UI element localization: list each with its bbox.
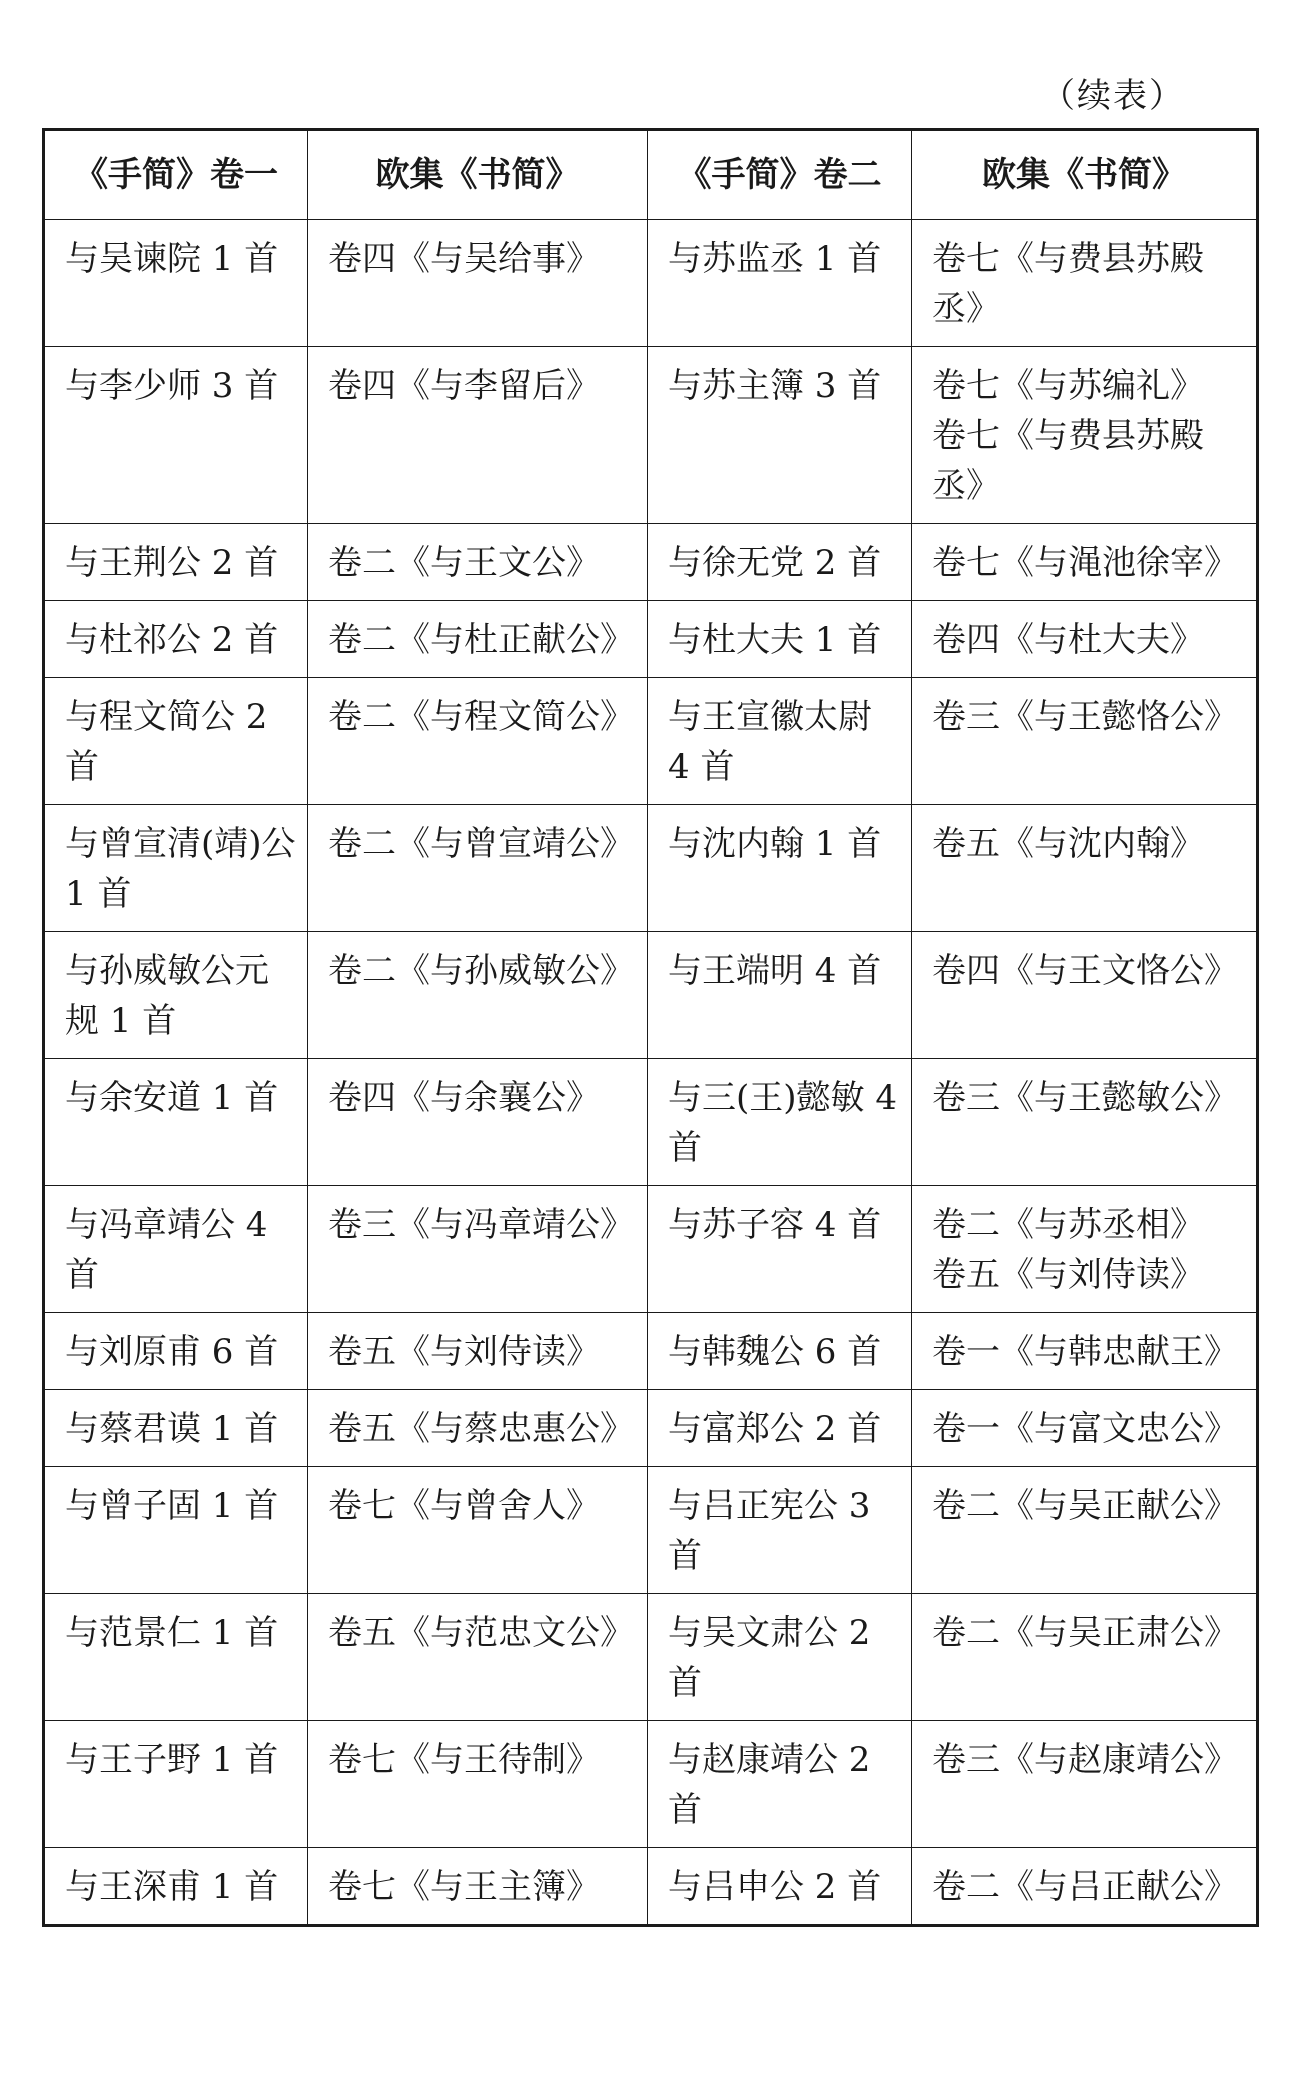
table-row bbox=[44, 601, 1258, 678]
cell-line: 卷三《与赵康靖公》 bbox=[932, 1740, 1238, 1780]
header-shoujian-vol1: 《手简》卷一 bbox=[44, 130, 308, 220]
cell-shoujian-vol1: 与孙威敏公元规 1 首 bbox=[44, 932, 308, 1059]
cell-shoujian-vol1: 与刘原甫 6 首 bbox=[44, 1313, 308, 1390]
cell-line: 卷一《与富文忠公》 bbox=[932, 1409, 1238, 1449]
cell-ouji-shujian-1: 卷七《与王主簿》 bbox=[308, 1848, 648, 1926]
cell-shoujian-vol1: 与蔡君谟 1 首 bbox=[44, 1390, 308, 1467]
cell-ouji-shujian-2 bbox=[912, 932, 1258, 1059]
table-row bbox=[44, 1313, 1258, 1390]
cell-line: 卷五《与刘侍读》 bbox=[932, 1255, 1204, 1295]
cell-line: 卷二《与吴正献公》 bbox=[932, 1486, 1238, 1526]
cell-shoujian-vol2: 与吴文肃公 2 首 bbox=[648, 1594, 912, 1721]
table-row bbox=[44, 1721, 1258, 1848]
cell-shoujian-vol1: 与王子野 1 首 bbox=[44, 1721, 308, 1848]
cell-line: 卷一《与韩忠献王》 bbox=[932, 1332, 1238, 1372]
header-ouji-shujian-1: 欧集《书简》 bbox=[308, 130, 648, 220]
cell-ouji-shujian-2 bbox=[912, 678, 1258, 805]
cell-line: 卷五《与沈内翰》 bbox=[932, 824, 1204, 864]
cell-shoujian-vol2: 与王端明 4 首 bbox=[648, 932, 912, 1059]
cell-line: 卷七《与苏编礼》 bbox=[932, 366, 1204, 406]
cell-ouji-shujian-2 bbox=[912, 347, 1258, 524]
cell-ouji-shujian-1: 卷二《与程文简公》 bbox=[308, 678, 648, 805]
cell-shoujian-vol2: 与赵康靖公 2 首 bbox=[648, 1721, 912, 1848]
cell-ouji-shujian-1: 卷二《与王文公》 bbox=[308, 524, 648, 601]
cell-shoujian-vol2: 与苏主簿 3 首 bbox=[648, 347, 912, 524]
header-ouji-shujian-2: 欧集《书简》 bbox=[912, 130, 1258, 220]
cell-shoujian-vol1: 与余安道 1 首 bbox=[44, 1059, 308, 1186]
cell-ouji-shujian-2 bbox=[912, 805, 1258, 932]
cell-ouji-shujian-1: 卷五《与蔡忠惠公》 bbox=[308, 1390, 648, 1467]
cell-ouji-shujian-1: 卷七《与曾舍人》 bbox=[308, 1467, 648, 1594]
cell-line: 卷七《与费县苏殿丞》 bbox=[932, 239, 1204, 329]
cell-shoujian-vol2: 与富郑公 2 首 bbox=[648, 1390, 912, 1467]
cell-ouji-shujian-1: 卷四《与李留后》 bbox=[308, 347, 648, 524]
cell-shoujian-vol2: 与吕申公 2 首 bbox=[648, 1848, 912, 1926]
cell-line: 卷七《与费县苏殿丞》 bbox=[932, 416, 1204, 506]
cell-line: 卷三《与王懿敏公》 bbox=[932, 1078, 1238, 1118]
cell-shoujian-vol1: 与冯章靖公 4 首 bbox=[44, 1186, 308, 1313]
table-row bbox=[44, 1186, 1258, 1313]
cell-shoujian-vol2: 与韩魏公 6 首 bbox=[648, 1313, 912, 1390]
table-row bbox=[44, 1059, 1258, 1186]
cell-shoujian-vol2: 与三(王)懿敏 4 首 bbox=[648, 1059, 912, 1186]
cell-ouji-shujian-2 bbox=[912, 1721, 1258, 1848]
cell-ouji-shujian-1: 卷四《与余襄公》 bbox=[308, 1059, 648, 1186]
cell-shoujian-vol2: 与苏监丞 1 首 bbox=[648, 220, 912, 347]
cell-ouji-shujian-1: 卷五《与范忠文公》 bbox=[308, 1594, 648, 1721]
table-row bbox=[44, 1594, 1258, 1721]
cell-ouji-shujian-2 bbox=[912, 1467, 1258, 1594]
cell-ouji-shujian-2 bbox=[912, 1848, 1258, 1926]
cell-shoujian-vol2: 与沈内翰 1 首 bbox=[648, 805, 912, 932]
cell-ouji-shujian-1: 卷四《与吴给事》 bbox=[308, 220, 648, 347]
cell-shoujian-vol2: 与徐无党 2 首 bbox=[648, 524, 912, 601]
header-row bbox=[44, 130, 1258, 220]
cell-line: 卷二《与苏丞相》 bbox=[932, 1205, 1204, 1245]
table-row bbox=[44, 805, 1258, 932]
cell-shoujian-vol1: 与吴谏院 1 首 bbox=[44, 220, 308, 347]
cell-shoujian-vol1: 与杜祁公 2 首 bbox=[44, 601, 308, 678]
cell-ouji-shujian-1: 卷七《与王待制》 bbox=[308, 1721, 648, 1848]
correspondence-table bbox=[42, 128, 1259, 1927]
cell-shoujian-vol1: 与李少师 3 首 bbox=[44, 347, 308, 524]
table-row bbox=[44, 1467, 1258, 1594]
header-shoujian-vol2: 《手简》卷二 bbox=[648, 130, 912, 220]
cell-ouji-shujian-2 bbox=[912, 1059, 1258, 1186]
cell-line: 卷三《与王懿恪公》 bbox=[932, 697, 1238, 737]
cell-ouji-shujian-2 bbox=[912, 1594, 1258, 1721]
cell-shoujian-vol1: 与曾子固 1 首 bbox=[44, 1467, 308, 1594]
cell-line: 卷四《与王文恪公》 bbox=[932, 951, 1238, 991]
cell-shoujian-vol2: 与苏子容 4 首 bbox=[648, 1186, 912, 1313]
cell-ouji-shujian-2 bbox=[912, 1313, 1258, 1390]
cell-shoujian-vol1: 与曾宣清(靖)公 1 首 bbox=[44, 805, 308, 932]
cell-shoujian-vol2: 与王宣徽太尉 4 首 bbox=[648, 678, 912, 805]
cell-ouji-shujian-2 bbox=[912, 524, 1258, 601]
cell-shoujian-vol1: 与范景仁 1 首 bbox=[44, 1594, 308, 1721]
cell-ouji-shujian-1: 卷二《与杜正献公》 bbox=[308, 601, 648, 678]
table-row bbox=[44, 932, 1258, 1059]
cell-shoujian-vol2: 与杜大夫 1 首 bbox=[648, 601, 912, 678]
cell-ouji-shujian-2 bbox=[912, 601, 1258, 678]
cell-ouji-shujian-2 bbox=[912, 1390, 1258, 1467]
table-row bbox=[44, 524, 1258, 601]
cell-ouji-shujian-1: 卷二《与曾宣靖公》 bbox=[308, 805, 648, 932]
cell-line: 卷四《与杜大夫》 bbox=[932, 620, 1204, 660]
table-row bbox=[44, 1848, 1258, 1926]
cell-shoujian-vol2: 与吕正宪公 3 首 bbox=[648, 1467, 912, 1594]
table-row bbox=[44, 678, 1258, 805]
table-body bbox=[44, 220, 1258, 1926]
cell-ouji-shujian-1: 卷三《与冯章靖公》 bbox=[308, 1186, 648, 1313]
cell-shoujian-vol1: 与王深甫 1 首 bbox=[44, 1848, 308, 1926]
table-continued-caption: （续表） bbox=[1041, 76, 1185, 116]
cell-ouji-shujian-1: 卷二《与孙威敏公》 bbox=[308, 932, 648, 1059]
table-row bbox=[44, 220, 1258, 347]
cell-ouji-shujian-1: 卷五《与刘侍读》 bbox=[308, 1313, 648, 1390]
cell-line: 卷七《与渑池徐宰》 bbox=[932, 543, 1238, 583]
cell-shoujian-vol1: 与王荆公 2 首 bbox=[44, 524, 308, 601]
table-row bbox=[44, 347, 1258, 524]
cell-line: 卷二《与吴正肃公》 bbox=[932, 1613, 1238, 1653]
table-row bbox=[44, 1390, 1258, 1467]
cell-line: 卷二《与吕正献公》 bbox=[932, 1867, 1238, 1907]
cell-ouji-shujian-2 bbox=[912, 220, 1258, 347]
cell-shoujian-vol1: 与程文简公 2 首 bbox=[44, 678, 308, 805]
cell-ouji-shujian-2 bbox=[912, 1186, 1258, 1313]
